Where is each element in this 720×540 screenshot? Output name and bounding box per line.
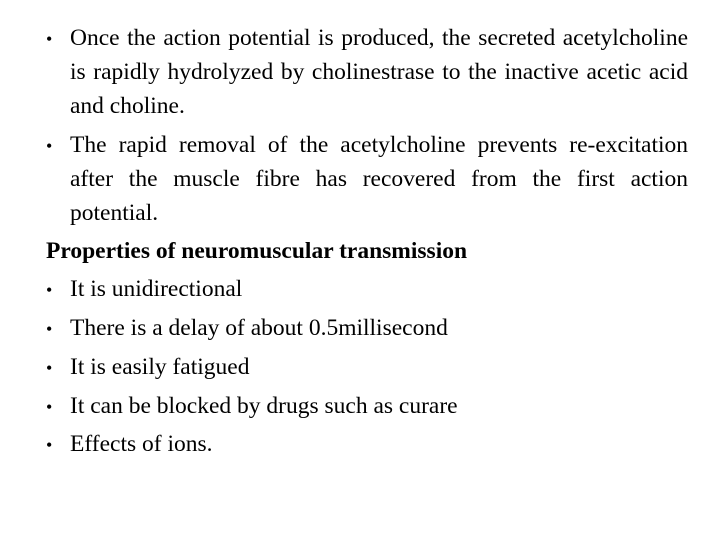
bullet-icon — [46, 21, 70, 56]
list-item — [46, 427, 688, 461]
bullet-text: It can be blocked by drugs such as curare — [70, 392, 458, 419]
bullet-icon — [46, 128, 70, 163]
list-item — [46, 350, 688, 384]
bullet-text: It is unidirectional — [70, 276, 243, 303]
bullet-text: Effects of ions. — [70, 431, 213, 458]
list-item — [46, 389, 688, 423]
bullet-text: There is a delay of about 0.5millisecond — [70, 315, 448, 342]
bullet-text: It is easily fatigued — [70, 353, 250, 380]
list-item — [46, 128, 688, 231]
bullet-text: The rapid removal of the acetylcholine prevents re-excitation after the muscle fibre has recovered from the first action potential. — [70, 131, 688, 227]
bullet-icon — [46, 272, 70, 307]
bullet-icon — [46, 427, 70, 462]
properties-list — [46, 272, 688, 461]
list-item — [46, 21, 688, 124]
list-item — [46, 272, 688, 306]
list-item — [46, 311, 688, 345]
bullet-text: Once the action potential is produced, the secreted acetylcholine is rapidly hydrolyzed by cholinestrase to the inactive acetic acid and choline. — [70, 25, 688, 120]
section-heading: Properties of neuromuscular transmission — [46, 238, 468, 265]
slide-body — [46, 21, 688, 466]
bullet-icon — [46, 350, 70, 385]
bullet-icon — [46, 389, 70, 424]
top-bullet-list — [46, 21, 688, 230]
bullet-icon — [46, 311, 70, 346]
